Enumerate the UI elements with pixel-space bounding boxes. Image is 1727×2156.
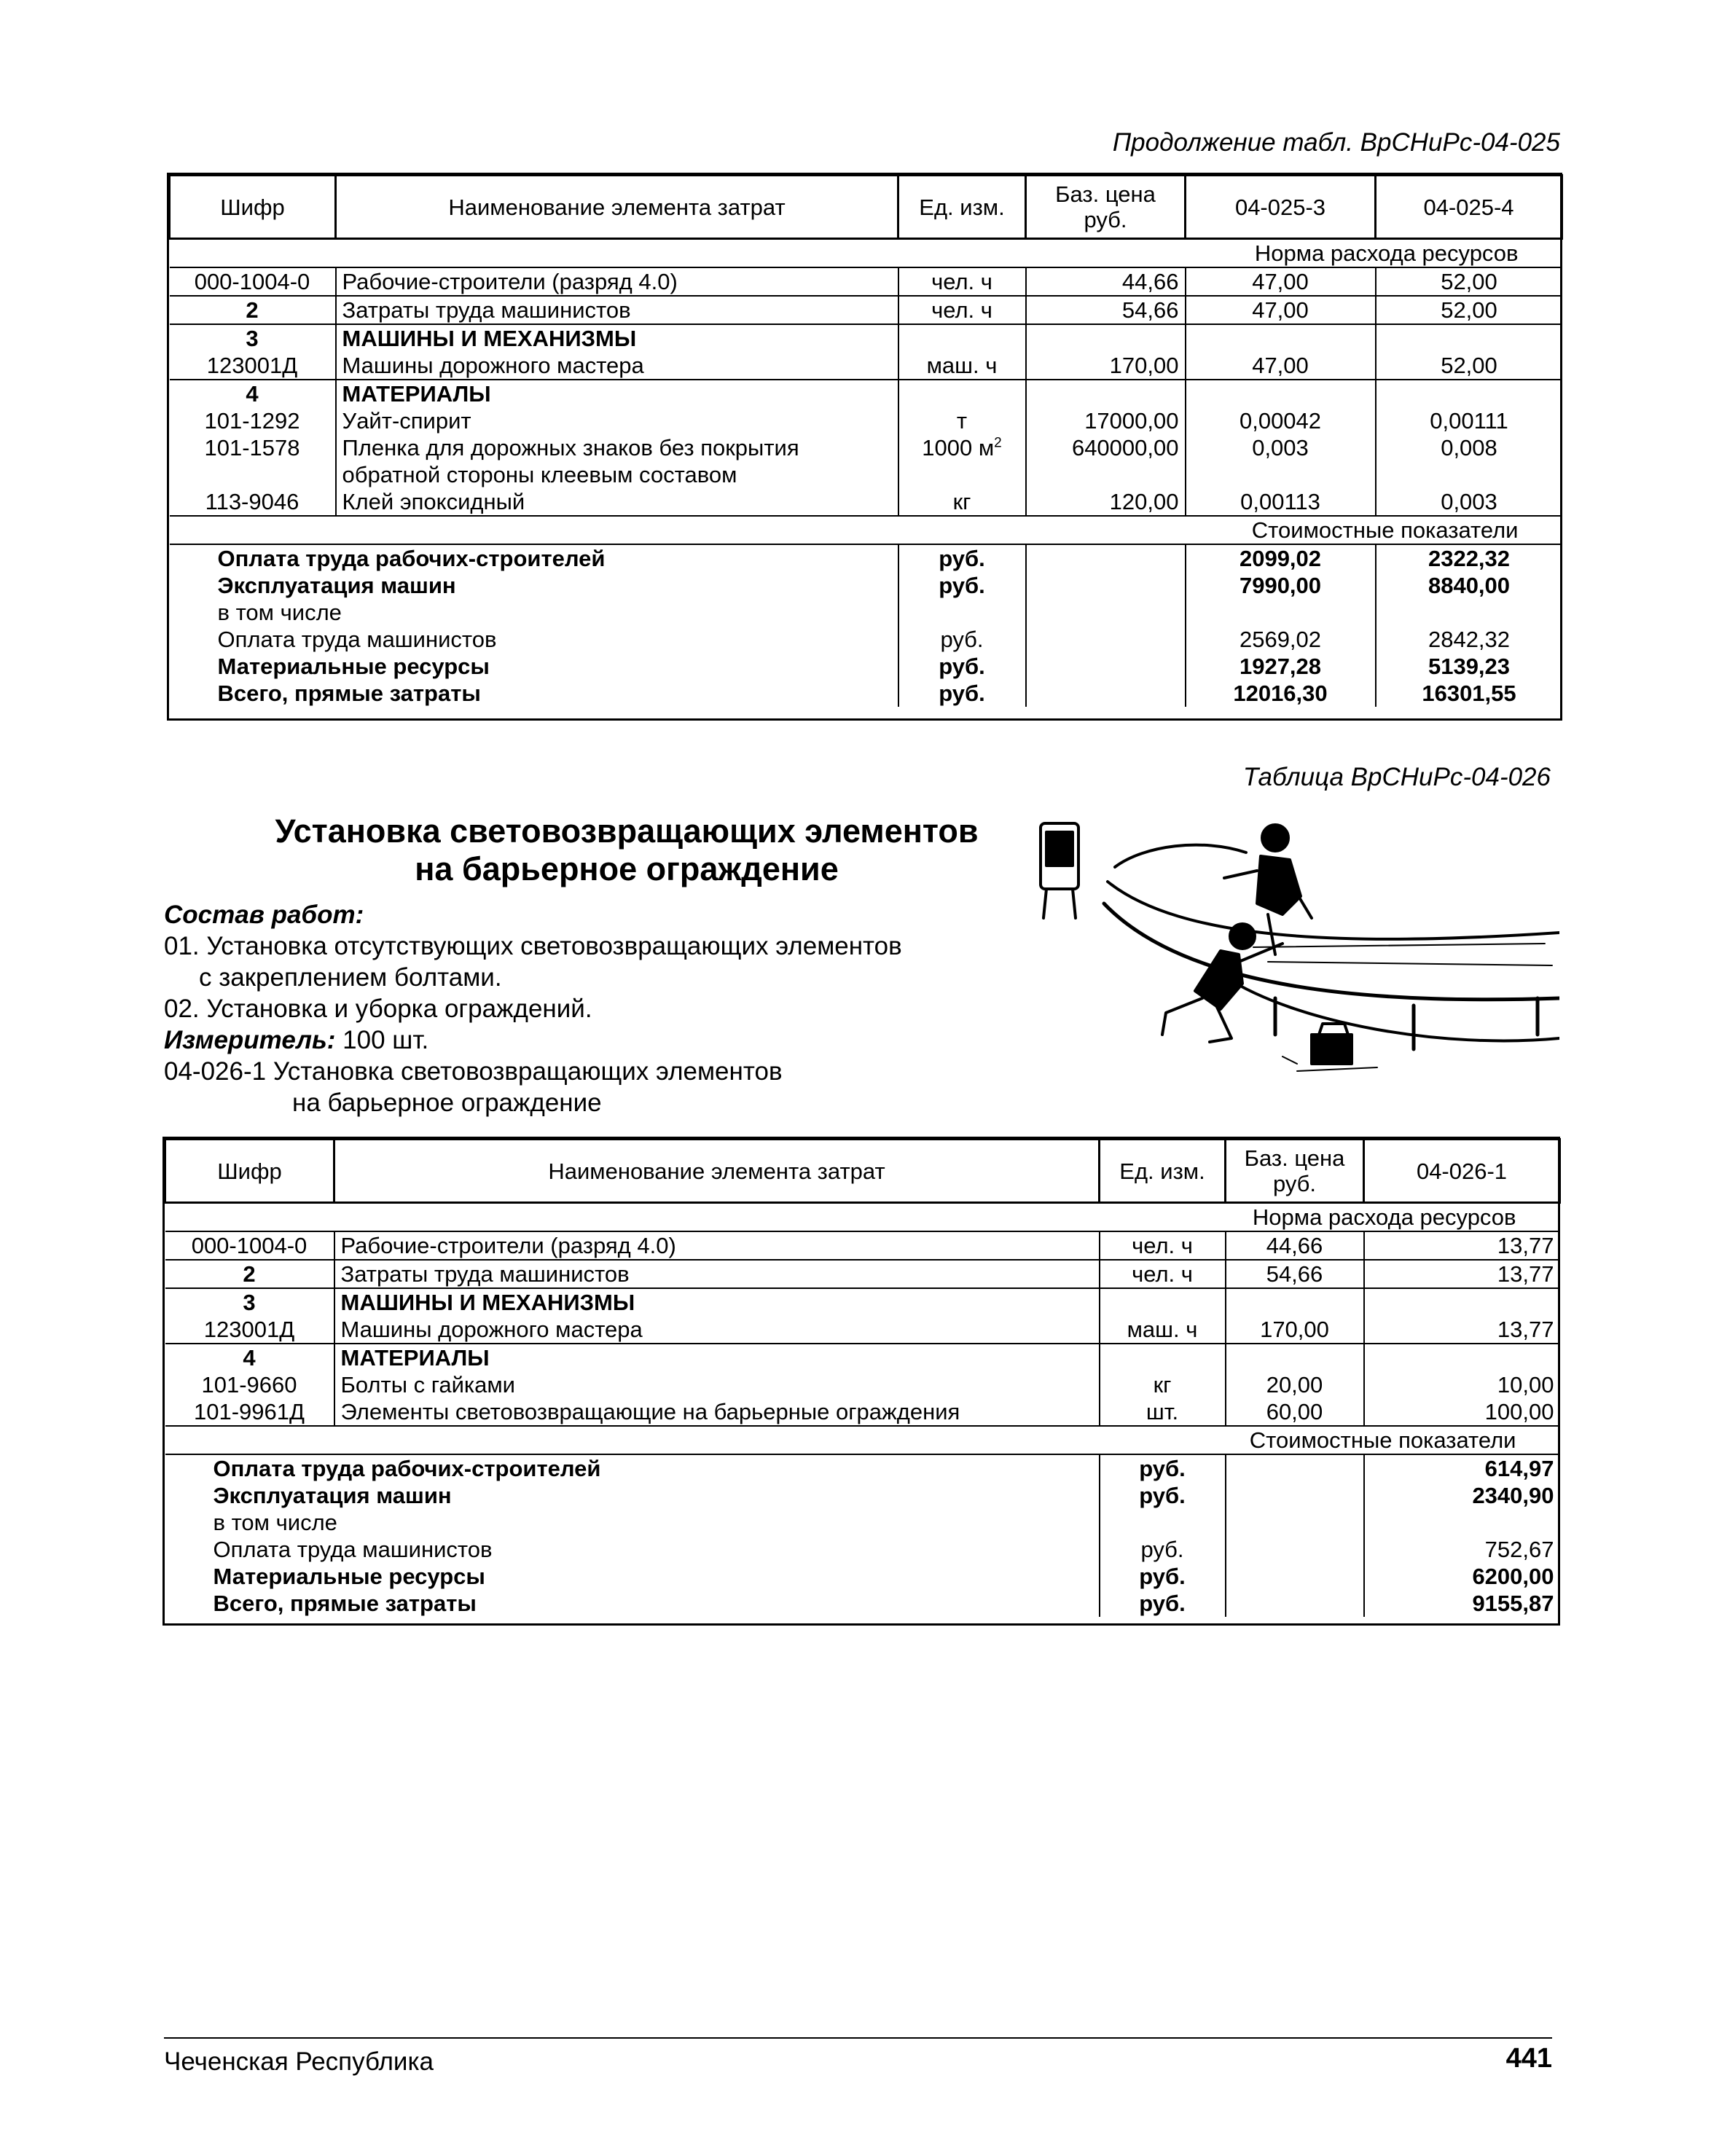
- row-code: 3: [170, 324, 336, 352]
- row-name: Машины дорожного мастера: [334, 1316, 1100, 1344]
- norm-label-row: [170, 239, 1562, 268]
- section-title-line-1: Установка световозвращающих элементов: [275, 812, 979, 850]
- row-name: Рабочие-строители (разряд 4.0): [336, 267, 898, 296]
- table-row: [170, 380, 1562, 407]
- cost-name: Всего, прямые затраты: [165, 1590, 1100, 1617]
- col-04-026-1-header: 04-026-1: [1364, 1140, 1560, 1203]
- row-price: 44,66: [1026, 267, 1186, 296]
- cost-value-1: 6200,00: [1472, 1564, 1554, 1589]
- row-value-2: 52,00: [1376, 352, 1562, 380]
- measure: [164, 1024, 1024, 1056]
- table-row: [170, 407, 1562, 434]
- unit-superscript: 2: [994, 435, 1002, 451]
- cost-unit: руб.: [898, 626, 1026, 653]
- cost-unit: руб.: [898, 572, 1026, 599]
- row-value-1: 47,00: [1186, 267, 1376, 296]
- item-line-2: на барьерное ограждение: [292, 1089, 602, 1117]
- row-name-line-2: обратной стороны клеевым составом: [342, 462, 737, 487]
- row-value-2: 0,003: [1376, 488, 1562, 516]
- row-code: 101-9961Д: [165, 1398, 334, 1426]
- footer-region: Чеченская Республика: [164, 2047, 434, 2076]
- cost-unit: руб.: [1100, 1563, 1226, 1590]
- cost-row: [165, 1536, 1560, 1563]
- cost-unit: руб.: [898, 680, 1026, 707]
- cost-name: Материальные ресурсы: [165, 1563, 1100, 1590]
- section-title: [219, 812, 1035, 888]
- step-1-line-2: с закреплением болтами.: [199, 963, 502, 992]
- row-price: 120,00: [1026, 488, 1186, 516]
- composition-label: Состав работ:: [164, 901, 364, 929]
- row-value-2: 52,00: [1376, 267, 1562, 296]
- cost-value-2: 2322,32: [1428, 546, 1511, 571]
- cost-label-row: [170, 516, 1562, 544]
- cost-name: Оплата труда машинистов: [170, 626, 898, 653]
- cost-value-1: 752,67: [1484, 1537, 1554, 1562]
- page-number: 441: [1505, 2043, 1552, 2074]
- measure-value: 100 шт.: [335, 1026, 429, 1054]
- row-price: 54,66: [1026, 296, 1186, 324]
- norm-label: Норма расхода ресурсов: [170, 239, 1562, 268]
- row-name-line-1: Пленка для дорожных знаков без покрытия: [342, 435, 799, 460]
- cost-row: [165, 1563, 1560, 1590]
- row-value-1: 47,00: [1186, 296, 1376, 324]
- cost-row: [165, 1454, 1560, 1482]
- row-unit: чел. ч: [1100, 1231, 1226, 1260]
- measure-label: Измеритель:: [164, 1026, 336, 1054]
- table-row: [170, 267, 1562, 296]
- row-code: 101-9660: [165, 1371, 334, 1398]
- row-code: 123001Д: [170, 352, 336, 380]
- row-value-1: 47,00: [1186, 352, 1376, 380]
- col-unit-header: Ед. изм.: [1100, 1140, 1226, 1203]
- cost-row: [170, 626, 1562, 653]
- row-code: 4: [165, 1344, 334, 1371]
- row-code: 123001Д: [165, 1316, 334, 1344]
- row-group-name: МАТЕРИАЛЫ: [334, 1344, 1100, 1371]
- table-row: [170, 296, 1562, 324]
- row-price: 54,66: [1226, 1260, 1364, 1288]
- cost-name: Оплата труда рабочих-строителей: [170, 544, 898, 572]
- row-code: 000-1004-0: [170, 267, 336, 296]
- cost-value-1: 9155,87: [1472, 1591, 1554, 1616]
- cost-name: Материальные ресурсы: [170, 653, 898, 680]
- cost-row: [165, 1509, 1560, 1536]
- cost-row: [165, 1482, 1560, 1509]
- cost-name: в том числе: [170, 599, 898, 626]
- row-unit: шт.: [1100, 1398, 1226, 1426]
- row-name: Уайт-спирит: [336, 407, 898, 434]
- step-2: 02. Установка и уборка ограждений.: [164, 995, 592, 1023]
- cost-label: Стоимостные показатели: [170, 516, 1562, 544]
- row-name: Машины дорожного мастера: [336, 352, 898, 380]
- resource-table-04-025: [168, 174, 1563, 707]
- cost-value-2: 5139,23: [1428, 654, 1511, 679]
- col-04-025-4-header: 04-025-4: [1376, 176, 1562, 239]
- unit-text: 1000 м: [922, 435, 995, 460]
- table-row: [165, 1371, 1560, 1398]
- cost-value-1: 2099,02: [1186, 544, 1376, 572]
- table-row: [165, 1260, 1560, 1288]
- cost-value-2: 16301,55: [1422, 681, 1516, 706]
- row-value-1: 0,003: [1186, 434, 1376, 488]
- col-unit-header: Ед. изм.: [898, 176, 1026, 239]
- col-price-header: Баз. цена руб.: [1226, 1140, 1364, 1203]
- norm-label: Норма расхода ресурсов: [165, 1203, 1560, 1232]
- work-composition: [164, 899, 1024, 1118]
- row-value-2: 0,00111: [1430, 408, 1508, 434]
- row-name: Болты с гайками: [334, 1371, 1100, 1398]
- col-name-header: Наименование элемента затрат: [334, 1140, 1100, 1203]
- cost-unit: руб.: [898, 653, 1026, 680]
- footer-rule: [164, 2037, 1552, 2039]
- cost-name: Оплата труда машинистов: [165, 1536, 1100, 1563]
- row-unit: т: [898, 407, 1026, 434]
- step-1-line-1: 01. Установка отсутствующих световозвращающих элементов: [164, 932, 902, 960]
- cost-unit: руб.: [1100, 1454, 1226, 1482]
- table-row: [170, 434, 1562, 488]
- table-caption: Таблица ВрСНиРс-04-026: [1242, 763, 1551, 791]
- table-row: [165, 1398, 1560, 1426]
- table-header: [170, 176, 1562, 239]
- row-name: Клей эпоксидный: [336, 488, 898, 516]
- cost-unit: руб.: [898, 544, 1026, 572]
- item-line-1: 04-026-1 Установка световозвращающих элементов: [164, 1057, 783, 1086]
- table-row: [165, 1344, 1560, 1371]
- row-group-name: МАТЕРИАЛЫ: [336, 380, 898, 407]
- row-name: Затраты труда машинистов: [334, 1260, 1100, 1288]
- row-name: Затраты труда машинистов: [336, 296, 898, 324]
- row-unit: кг: [898, 488, 1026, 516]
- cost-name: Эксплуатация машин: [170, 572, 898, 599]
- row-code: 2: [170, 296, 336, 324]
- row-price: 170,00: [1026, 352, 1186, 380]
- row-unit: кг: [1100, 1371, 1226, 1398]
- row-price: 17000,00: [1026, 407, 1186, 434]
- cost-value-1: 12016,30: [1186, 680, 1376, 707]
- row-name: Рабочие-строители (разряд 4.0): [334, 1231, 1100, 1260]
- row-value-2: 0,008: [1441, 435, 1497, 460]
- col-price-header: Баз. цена руб.: [1026, 176, 1186, 239]
- row-group-name: МАШИНЫ И МЕХАНИЗМЫ: [336, 324, 898, 352]
- row-value-1: 13,77: [1364, 1316, 1560, 1344]
- cost-label: Стоимостные показатели: [165, 1426, 1560, 1454]
- row-unit: чел. ч: [898, 267, 1026, 296]
- row-code: 2: [165, 1260, 334, 1288]
- row-code: 113-9046: [170, 488, 336, 516]
- row-name: [336, 434, 898, 488]
- row-price: 44,66: [1226, 1231, 1364, 1260]
- row-value-1: 0,00042: [1186, 407, 1376, 434]
- cost-row: [170, 653, 1562, 680]
- cost-row: [165, 1590, 1560, 1617]
- cost-value-2: 8840,00: [1428, 573, 1511, 598]
- row-price: 170,00: [1226, 1316, 1364, 1344]
- row-code: 4: [170, 380, 336, 407]
- col-name-header: Наименование элемента затрат: [336, 176, 898, 239]
- row-unit: чел. ч: [898, 296, 1026, 324]
- row-value-1: 13,77: [1364, 1231, 1560, 1260]
- cost-name: Всего, прямые затраты: [170, 680, 898, 707]
- cost-unit: руб.: [1100, 1536, 1226, 1563]
- section-title-line-2: на барьерное ограждение: [415, 850, 839, 887]
- table-row: [165, 1316, 1560, 1344]
- col-code-header: Шифр: [165, 1140, 334, 1203]
- cost-value-1: 2340,90: [1472, 1483, 1554, 1508]
- row-value-1: 0,00113: [1186, 488, 1376, 516]
- table-row: [170, 352, 1562, 380]
- cost-name: Эксплуатация машин: [165, 1482, 1100, 1509]
- row-unit: маш. ч: [1100, 1316, 1226, 1344]
- row-price: 640000,00: [1026, 434, 1186, 488]
- resource-table-04-026: [164, 1138, 1561, 1617]
- col-04-025-3-header: 04-025-3: [1186, 176, 1376, 239]
- row-code: 101-1578: [170, 434, 336, 488]
- row-unit: маш. ч: [898, 352, 1026, 380]
- row-name: Элементы световозвращающие на барьерные ограждения: [334, 1398, 1100, 1426]
- row-group-name: МАШИНЫ И МЕХАНИЗМЫ: [334, 1288, 1100, 1316]
- row-value-1: 10,00: [1497, 1372, 1554, 1398]
- cost-name: Оплата труда рабочих-строителей: [165, 1454, 1100, 1482]
- workers-illustration: [1035, 816, 1559, 1078]
- table-row: [170, 324, 1562, 352]
- table-row: [170, 488, 1562, 516]
- row-value-2: 52,00: [1376, 296, 1562, 324]
- row-value-1: 13,77: [1364, 1260, 1560, 1288]
- table-row: [165, 1288, 1560, 1316]
- cost-name: в том числе: [165, 1509, 1100, 1536]
- col-code-header: Шифр: [170, 176, 336, 239]
- row-unit: [898, 434, 1026, 488]
- row-value-1: 100,00: [1364, 1398, 1560, 1426]
- cost-value-1: 1927,28: [1186, 653, 1376, 680]
- norm-label-row: [165, 1203, 1560, 1232]
- cost-row: [170, 680, 1562, 707]
- cost-value-1: 2569,02: [1186, 626, 1376, 653]
- table-row: [165, 1231, 1560, 1260]
- table-header: [165, 1140, 1560, 1203]
- row-price: 60,00: [1226, 1398, 1364, 1426]
- cost-unit: руб.: [1100, 1482, 1226, 1509]
- cost-row: [170, 544, 1562, 572]
- row-code: 3: [165, 1288, 334, 1316]
- row-unit: чел. ч: [1100, 1260, 1226, 1288]
- cost-unit: руб.: [1100, 1590, 1226, 1617]
- cost-value-2: 2842,32: [1428, 627, 1511, 652]
- row-price: 20,00: [1226, 1371, 1364, 1398]
- cost-value-1: 614,97: [1484, 1456, 1554, 1481]
- row-code: 000-1004-0: [165, 1231, 334, 1260]
- cost-label-row: [165, 1426, 1560, 1454]
- cost-row: [170, 599, 1562, 626]
- row-code: 101-1292: [170, 407, 336, 434]
- cost-value-1: 7990,00: [1186, 572, 1376, 599]
- continuation-caption: Продолжение табл. ВрСНиРс-04-025: [1112, 128, 1560, 157]
- cost-row: [170, 572, 1562, 599]
